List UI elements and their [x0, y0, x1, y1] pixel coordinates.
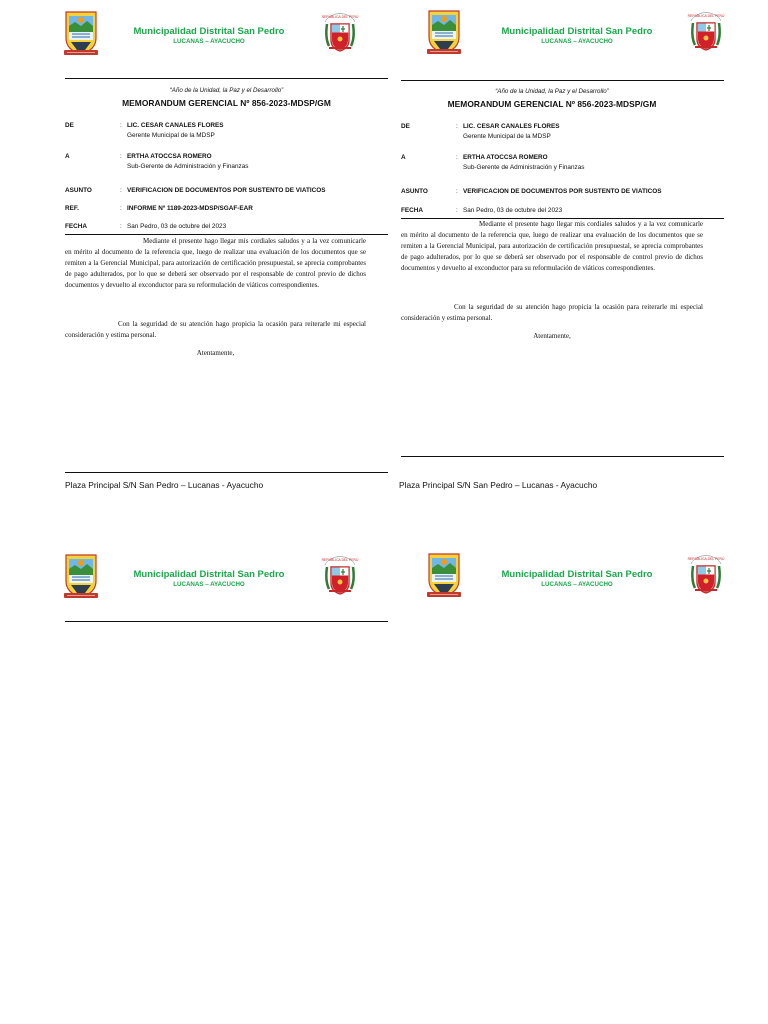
field-label: DE: [65, 122, 74, 129]
fields-divider: [65, 234, 388, 235]
recipient-role: Sub-Gerente de Administración y Finanzas: [127, 163, 249, 170]
org-location: LUCANAS – AYACUCHO: [173, 38, 245, 45]
sender-role: Gerente Municipal de la MDSP: [463, 133, 551, 140]
org-heading: [118, 26, 300, 45]
footer-address: Plaza Principal S/N San Pedro – Lucanas - Ayacucho: [399, 480, 598, 490]
recipient-role: Sub-Gerente de Administración y Finanzas: [463, 164, 585, 171]
municipality-emblem: [63, 553, 99, 599]
field-colon: :: [120, 223, 122, 230]
sender-name: LIC. CESAR CANALES FLORES: [463, 123, 560, 130]
memo-title: MEMORANDUM GERENCIAL Nº 856-2023-MDSP/GM: [447, 99, 657, 109]
org-heading: [486, 26, 668, 45]
org-heading: [118, 569, 300, 588]
field-de: [401, 123, 721, 143]
field-label: FECHA: [65, 223, 88, 230]
paragraph-text: Con la seguridad de su atención hago propicia la ocasión para reiterarle mi especial consideración y estima personal.: [401, 303, 703, 322]
field-de: [65, 122, 385, 142]
field-label: ASUNTO: [65, 187, 92, 194]
recipient-name: ERTHA ATOCCSA ROMERO: [463, 154, 548, 161]
peru-coat-of-arms: [319, 553, 361, 597]
org-heading: [486, 569, 668, 588]
field-colon: :: [456, 154, 458, 161]
field-label: A: [65, 153, 70, 160]
sender-role: Gerente Municipal de la MDSP: [127, 132, 215, 139]
org-name: Municipalidad Distrital San Pedro: [501, 26, 653, 37]
header-divider: [65, 621, 388, 622]
body-paragraph-2: [65, 319, 366, 341]
peru-coat-of-arms: [319, 10, 361, 54]
field-label: ASUNTO: [401, 188, 428, 195]
org-location: LUCANAS – AYACUCHO: [173, 581, 245, 588]
reference-value: INFORME Nº 1189-2023-MDSP/SGAF-EAR: [127, 205, 253, 212]
header-divider: [65, 78, 388, 79]
peru-coat-of-arms: [685, 9, 727, 53]
field-label: REF.: [65, 205, 79, 212]
field-label: FECHA: [401, 207, 424, 214]
field-a: [65, 153, 385, 173]
subject-value: VERIFICACION DE DOCUMENTOS POR SUSTENTO DE VIATICOS: [463, 188, 662, 195]
org-location: LUCANAS – AYACUCHO: [541, 581, 613, 588]
subject-value: VERIFICACION DE DOCUMENTOS POR SUSTENTO DE VIATICOS: [127, 187, 326, 194]
org-location: LUCANAS – AYACUCHO: [541, 38, 613, 45]
body-paragraph-2: [401, 302, 703, 324]
paragraph-text: Mediante el presente hago llegar mis cordiales saludos y a la vez comunicarle en mérito al documento de la referencia que, luego de realizar una evaluación de los documentos que se remiten a la Gerencial Municipal, para autorización de certificación presupuestal, se aprecia comprobantes de pago adulterados, por lo que se deberá ser observado por el responsable de control previo de dichos documentos y devuelto al exconductor para su reformulación de viáticos correspondientes.: [401, 220, 703, 272]
header-divider: [401, 80, 724, 81]
year-slogan: “Año de la Unidad, la Paz y el Desarrollo”: [495, 88, 609, 95]
org-name: Municipalidad Distrital San Pedro: [501, 569, 653, 580]
field-colon: :: [456, 207, 458, 214]
closing: Atentamente,: [196, 349, 235, 357]
field-colon: :: [456, 188, 458, 195]
body-paragraph-1: [401, 219, 703, 274]
org-name: Municipalidad Distrital San Pedro: [133, 26, 285, 37]
field-colon: :: [456, 123, 458, 130]
sender-name: LIC. CESAR CANALES FLORES: [127, 122, 224, 129]
footer-divider: [65, 472, 388, 473]
org-name: Municipalidad Distrital San Pedro: [133, 569, 285, 580]
peru-coat-of-arms: [685, 552, 727, 596]
memo-title: MEMORANDUM GERENCIAL Nº 856-2023-MDSP/GM: [122, 98, 331, 108]
footer-divider: [401, 456, 724, 457]
field-label: DE: [401, 123, 410, 130]
date-value: San Pedro, 03 de octubre del 2023: [463, 207, 563, 214]
field-label: A: [401, 154, 406, 161]
closing: Atentamente,: [533, 332, 571, 340]
year-slogan: “Año de la Unidad, la Paz y el Desarrollo”: [169, 87, 284, 94]
field-colon: :: [120, 122, 122, 129]
paragraph-text: Con la seguridad de su atención hago propicia la ocasión para reiterarle mi especial consideración y estima personal.: [65, 320, 366, 339]
field-colon: :: [120, 153, 122, 160]
footer-address: Plaza Principal S/N San Pedro – Lucanas - Ayacucho: [65, 480, 264, 490]
field-colon: :: [120, 187, 122, 194]
field-colon: :: [120, 205, 122, 212]
recipient-name: ERTHA ATOCCSA ROMERO: [127, 153, 212, 160]
field-a: [401, 154, 721, 174]
municipality-emblem: [426, 9, 462, 55]
municipality-emblem: [426, 552, 462, 598]
body-paragraph-1: [65, 236, 366, 291]
date-value: San Pedro, 03 de octubre del 2023: [127, 223, 227, 230]
municipality-emblem: [63, 10, 99, 56]
paragraph-text: Mediante el presente hago llegar mis cordiales saludos y a la vez comunicarle en mérito al documento de la referencia que, luego de realizar una evaluación de los documentos que se remiten a la Gerencial Municipal, para autorización de certificación presupuestal, se aprecia comprobantes de pago adulterados, por lo que se deberá ser observado por el responsable de control previo de dichos documentos y devuelto al exconductor para su reformulación de viáticos correspondientes.: [65, 237, 366, 289]
